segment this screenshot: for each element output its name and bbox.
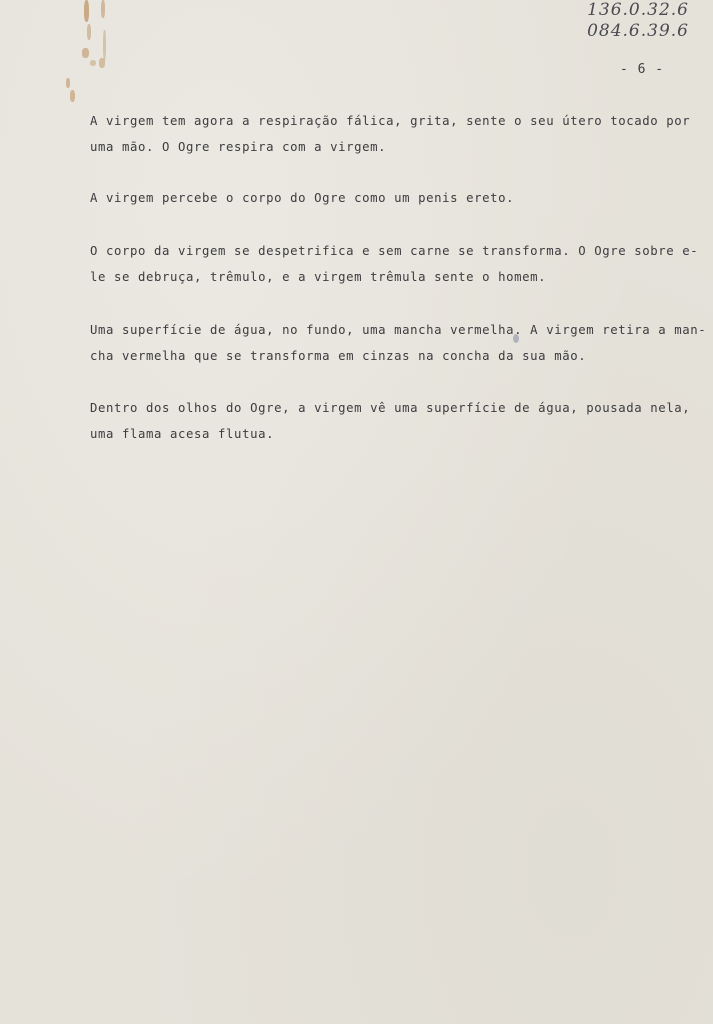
- text-line: uma mão. O Ogre respira com a virgem.: [90, 140, 387, 154]
- text-line: le se debruça, trêmulo, e a virgem trêmula sente o homem.: [90, 270, 547, 284]
- paragraph-4: [90, 317, 707, 369]
- archive-mark-1: 136.0.32.6: [587, 0, 689, 20]
- text-line: uma flama acesa flutua.: [90, 427, 275, 441]
- text-line: A virgem tem agora a respiração fálica, grita, sente o seu útero tocado por: [90, 114, 691, 128]
- paragraph-1: [90, 108, 690, 160]
- text-line: Uma superfície de água, no fundo, uma mancha vermelha. A virgem retira a man-: [90, 323, 707, 337]
- text-line: Dentro dos olhos do Ogre, a virgem vê uma superfície de água, pousada nela,: [90, 401, 691, 415]
- paragraph-3: [90, 238, 699, 290]
- ink-smudge: [513, 334, 519, 343]
- page-number: - 6 -: [620, 62, 665, 77]
- paragraph-5: [90, 395, 690, 447]
- text-line: A virgem percebe o corpo do Ogre como um penis ereto.: [90, 191, 515, 205]
- text-line: O corpo da virgem se despetrifica e sem carne se transforma. O Ogre sobre e-: [90, 244, 699, 258]
- text-line: cha vermelha que se transforma em cinzas na concha da sua mão.: [90, 349, 587, 363]
- paragraph-2: [90, 185, 690, 211]
- archive-mark-2: 084.6.39.6: [587, 21, 689, 41]
